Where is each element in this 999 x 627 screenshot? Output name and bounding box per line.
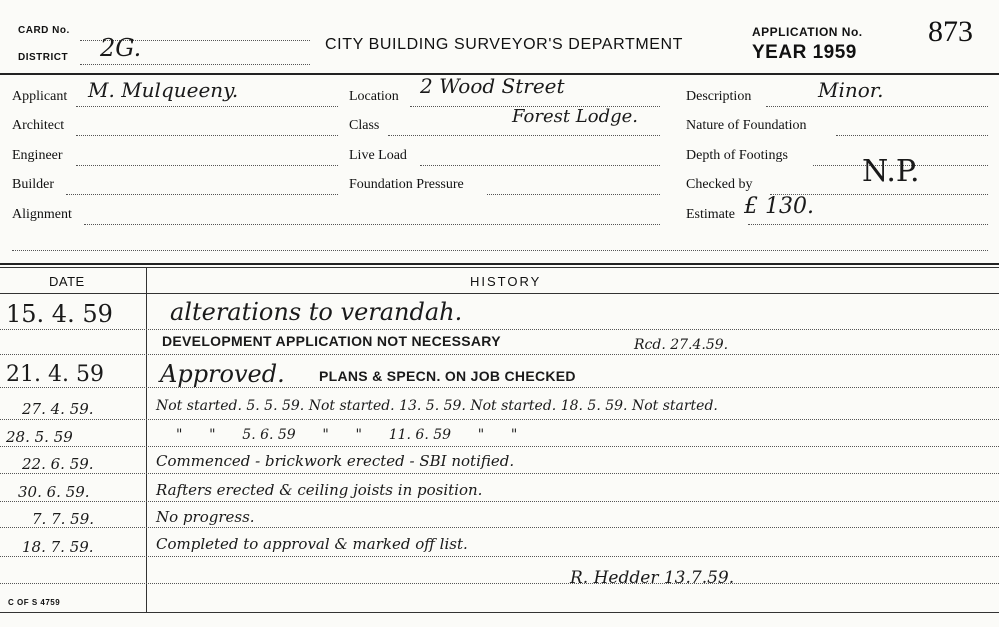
row-rule <box>0 387 999 388</box>
history-header-rule <box>0 293 999 294</box>
district-label: DISTRICT <box>18 52 69 63</box>
department-title: CITY BUILDING SURVEYOR'S DEPARTMENT <box>325 36 684 53</box>
alignment-label: Alignment <box>12 207 72 222</box>
history-entry: " " 5. 6. 59 " " 11. 6. 59 " " <box>176 427 518 443</box>
alignment-line <box>84 224 660 225</box>
class-line <box>388 135 660 136</box>
application-no: 873 <box>928 15 973 48</box>
depth-label: Depth of Footings <box>686 148 788 163</box>
history-bottom-rule <box>0 612 999 613</box>
foundation-pressure-line <box>487 194 660 195</box>
row-rule <box>0 501 999 502</box>
nature-line <box>836 135 988 136</box>
location-label: Location <box>349 89 399 104</box>
row-rule <box>0 419 999 420</box>
applicant-line <box>76 106 338 107</box>
history-date: 21. 4. 59 <box>6 362 104 387</box>
history-entry: alterations to verandah. <box>170 298 463 326</box>
card-no-label: CARD No. <box>18 25 70 36</box>
history-top-rule-2 <box>0 267 999 268</box>
development-stamp: DEVELOPMENT APPLICATION NOT NECESSARY <box>162 333 501 349</box>
history-entry: Rafters erected & ceiling joists in position. <box>156 481 483 499</box>
foundation-pressure-label: Foundation Pressure <box>349 177 464 192</box>
estimate-label: Estimate <box>686 207 735 222</box>
builder-line <box>66 194 338 195</box>
district-value: 2G. <box>100 34 142 62</box>
location-value-2: Forest Lodge. <box>512 106 638 127</box>
row-rule <box>0 354 999 355</box>
year: YEAR 1959 <box>752 42 857 63</box>
received-note: Rcd. 27.4.59. <box>634 337 729 353</box>
history-entry: No progress. <box>156 508 255 526</box>
form-code: C OF S 4759 <box>8 598 61 607</box>
history-date: 28. 5. 59 <box>6 428 73 446</box>
history-entry: Approved. <box>160 360 285 388</box>
location-value-1: 2 Wood Street <box>420 74 565 98</box>
history-entry: Commenced - brickwork erected - SBI notified. <box>156 452 515 470</box>
signature: R. Hedder 13.7.59. <box>570 568 735 588</box>
architect-line <box>76 135 338 136</box>
builder-label: Builder <box>12 177 54 192</box>
date-header: DATE <box>49 274 85 289</box>
class-label: Class <box>349 118 380 133</box>
history-date: 7. 7. 59. <box>32 510 95 528</box>
description-label: Description <box>686 89 752 104</box>
date-column-divider <box>146 267 147 612</box>
description-line <box>766 106 988 107</box>
history-date: 22. 6. 59. <box>22 455 94 473</box>
history-date: 27. 4. 59. <box>22 400 94 418</box>
district-line <box>80 64 310 65</box>
history-date: 15. 4. 59 <box>6 300 113 328</box>
live-load-line <box>420 165 660 166</box>
plans-checked-stamp: PLANS & SPECN. ON JOB CHECKED <box>319 368 576 384</box>
row-rule <box>0 329 999 330</box>
history-date: 30. 6. 59. <box>18 483 90 501</box>
row-rule <box>0 527 999 528</box>
history-top-rule <box>0 263 999 265</box>
architect-label: Architect <box>12 118 65 133</box>
estimate-value: £ 130. <box>744 194 814 219</box>
engineer-line <box>76 165 338 166</box>
applicant-label: Applicant <box>12 89 68 104</box>
history-entry: Not started. 5. 5. 59. Not started. 13. 5. 59. Not started. 18. 5. 59. Not started. <box>156 398 718 414</box>
history-header: HISTORY <box>470 274 542 289</box>
row-rule <box>0 446 999 447</box>
application-no-label: APPLICATION No. <box>752 25 863 39</box>
fields-bottom-line <box>12 250 988 251</box>
description-value: Minor. <box>818 78 884 102</box>
checked-label: Checked by <box>686 177 753 192</box>
history-date: 18. 7. 59. <box>22 538 94 556</box>
engineer-label: Engineer <box>12 148 63 163</box>
history-entry: Completed to approval & marked off list. <box>156 535 468 553</box>
nature-label: Nature of Foundation <box>686 118 807 133</box>
applicant-value: M. Mulqueeny. <box>88 78 239 102</box>
checked-value: N.P. <box>862 154 920 189</box>
row-rule <box>0 583 999 584</box>
row-rule <box>0 473 999 474</box>
estimate-line <box>748 224 988 225</box>
row-rule <box>0 556 999 557</box>
live-load-label: Live Load <box>349 148 407 163</box>
